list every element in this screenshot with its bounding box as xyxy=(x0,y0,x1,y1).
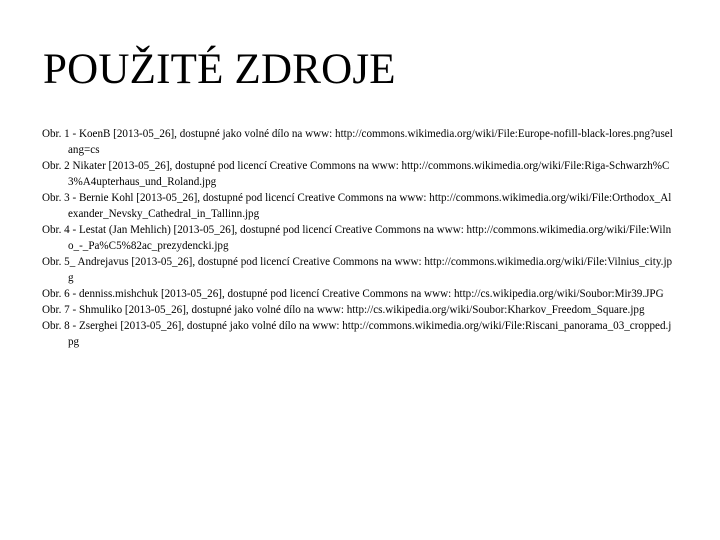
reference-item: Obr. 5_ Andrejavus [2013-05_26], dostupné pod licencí Creative Commons na www: http://commons.wikimedia.org/wiki/File:Vilnius_city.jpg xyxy=(42,256,673,284)
reference-item: Obr. 4 - Lestat (Jan Mehlich) [2013-05_26], dostupné pod licencí Creative Commons na www: http://commons.wikimedia.org/wiki/File:Wilno_-_Pa%C5%82ac_prezydencki.jpg xyxy=(42,224,672,252)
reference-item: Obr. 3 - Bernie Kohl [2013-05_26], dostupné pod licencí Creative Commons na www: http://commons.wikimedia.org/wiki/File:Orthodox_Alexander_Nevsky_Cathedral_in_Tallinn.jpg xyxy=(42,192,672,220)
reference-item: Obr. 2 Nikater [2013-05_26], dostupné pod licencí Creative Commons na www: http://commons.wikimedia.org/wiki/File:Riga-Schwarzh%C3%A4upterhaus_und_Roland.jpg xyxy=(42,160,670,188)
slide-title: POUŽITÉ ZDROJE xyxy=(43,46,396,93)
reference-item: Obr. 1 - KoenB [2013-05_26], dostupné jako volné dílo na www: http://commons.wikimedia.org/wiki/File:Europe-nofill-black-lores.png?uselang=cs xyxy=(42,128,673,156)
reference-item: Obr. 7 - Shmuliko [2013-05_26], dostupné jako volné dílo na www: http://cs.wikipedia.org/wiki/Soubor:Kharkov_Freedom_Square.jpg xyxy=(42,304,645,316)
reference-item: Obr. 8 - Zserghei [2013-05_26], dostupné jako volné dílo na www: http://commons.wikimedia.org/wiki/File:Riscani_panorama_03_cropped.jpg xyxy=(42,320,672,348)
reference-item: Obr. 6 - denniss.mishchuk [2013-05_26], dostupné pod licencí Creative Commons na www: http://cs.wikipedia.org/wiki/Soubor:Mir39.JPG xyxy=(42,288,664,300)
references-list xyxy=(42,126,674,350)
